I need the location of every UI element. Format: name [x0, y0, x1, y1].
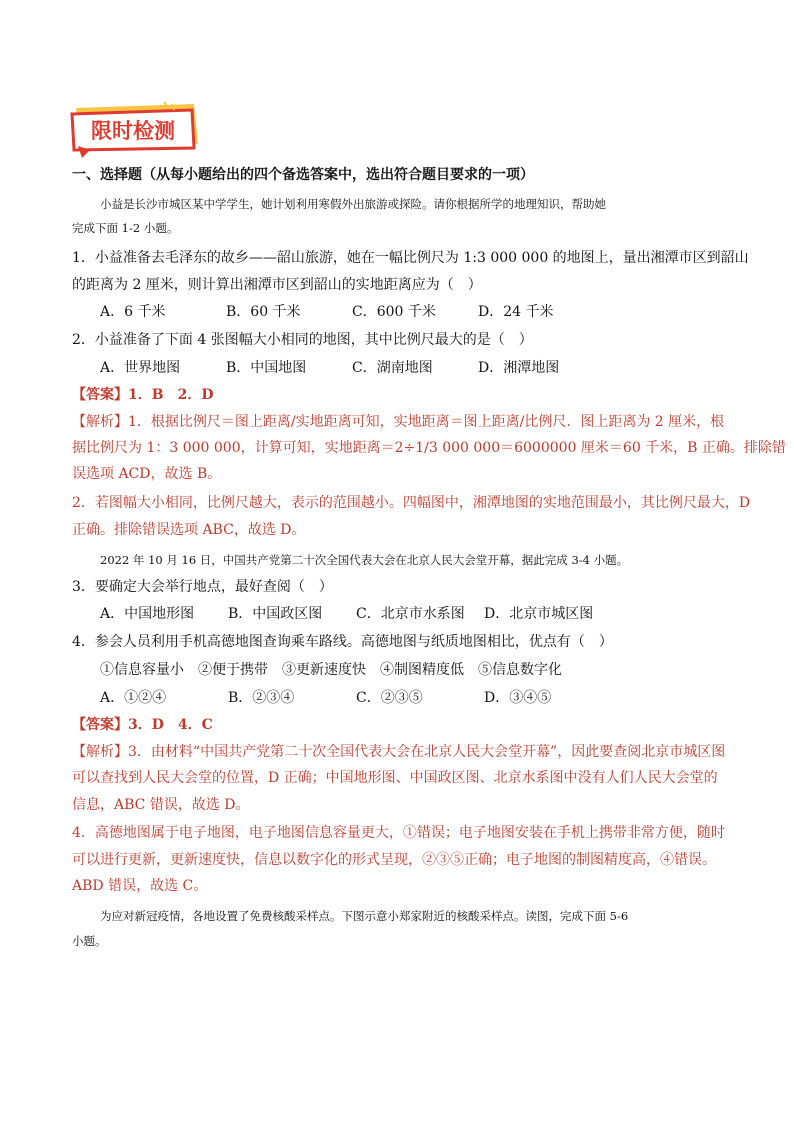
badge-graphic	[68, 100, 208, 160]
intro-2: 2022 年 10 月 16 日，中国共产党第二十次全国代表大会在北京人民大会堂开幕，据此完成 3-4 小题。	[100, 553, 629, 567]
answer-3-4: 【答案】3．D 4．C	[72, 717, 213, 733]
analysis-1-line-2: 据比例尺为 1：3 000 000，计算可知，实地距离＝2÷1/3 000 000＝6000000 厘米＝60 千米，B 正确。排除错	[72, 440, 786, 456]
option-b: B．中国政区图	[228, 606, 323, 622]
analysis-2-line-3: 信息，ABC 错误，故选 D。	[72, 797, 250, 813]
option-c: C．湖南地图	[352, 360, 433, 376]
option-d: D．北京市城区图	[484, 606, 594, 622]
question-3-stem: 3．要确定大会举行地点，最好查阅（ ）	[72, 579, 333, 595]
question-1-options	[100, 302, 604, 322]
option-d: D．③④⑤	[484, 690, 552, 706]
option-a: A．①②④	[100, 690, 167, 706]
option-a: A．6 千米	[100, 304, 166, 320]
question-1-line-2: 的距离为 2 厘米，则计算出湘潭市区到韶山的实地距离应为（ ）	[72, 277, 482, 293]
option-b: B．60 千米	[226, 304, 301, 320]
analysis-2-line-1: 【解析】3．由材料“中国共产党第二十次全国代表大会在北京人民大会堂开幕”，因此要查阅北京市城区图	[72, 744, 726, 760]
analysis-1-line-3: 误选项 ACD，故选 B。	[72, 466, 222, 482]
analysis-2-line-2: 可以查找到人民大会堂的位置，D 正确；中国地形图、中国政区图、北京水系图中没有人们人民大会堂的	[72, 770, 718, 786]
analysis-2-line-5: 可以进行更新，更新速度快，信息以数字化的形式呈现，②③⑤正确；电子地图的制图精度高，④错误。	[72, 852, 716, 868]
badge-text: 限时检测	[91, 119, 175, 143]
option-d: D．湘潭地图	[478, 360, 560, 376]
option-c: C．北京市水系图	[356, 606, 465, 622]
question-4-items: ①信息容量小 ②便于携带 ③更新速度快 ④制图精度低 ⑤信息数字化	[100, 662, 562, 678]
option-b: B．②③④	[228, 690, 295, 706]
question-1-line-1: 1．小益准备去毛泽东的故乡——韶山旅游，她在一幅比例尺为 1:3 000 000 的地图上，量出湘潭市区到韶山	[72, 250, 749, 266]
question-2-stem: 2．小益准备了下面 4 张图幅大小相同的地图，其中比例尺最大的是（ ）	[72, 332, 533, 348]
question-4-stem: 4．参会人员利用手机高德地图查询乘车路线。高德地图与纸质地图相比，优点有（ ）	[72, 634, 613, 650]
intro-3-line-1: 为应对新冠疫情，各地设置了免费核酸采样点。下图示意小郑家附近的核酸采样点。读图，完成下面 5-6	[100, 909, 629, 923]
analysis-1-line-1: 【解析】1．根据比例尺＝图上距离/实地距离可知，实地距离＝图上距离/比例尺．图上距离为 2 厘米，根	[72, 414, 725, 430]
question-3-options	[100, 604, 612, 624]
answer-1-2: 【答案】1．B 2．D	[72, 387, 214, 403]
option-a: A．世界地图	[100, 360, 181, 376]
option-b: B．中国地图	[226, 360, 307, 376]
intro-1-line-2: 完成下面 1-2 小题。	[72, 221, 179, 235]
intro-3-line-2: 小题。	[72, 934, 107, 948]
analysis-1-line-4: 2．若图幅大小相同，比例尺越大，表示的范围越小。四幅图中，湘潭地图的实地范围最小，其比例尺最大，D	[72, 495, 751, 511]
question-4-options	[100, 688, 612, 708]
section-title: 一、选择题（从每小题给出的四个备选答案中，选出符合题目要求的一项）	[72, 167, 534, 183]
intro-1-line-1: 小益是长沙市城区某中学学生，她计划利用寒假外出旅游或探险。请你根据所学的地理知识，帮助她	[100, 197, 606, 211]
analysis-1-line-5: 正确。排除错误选项 ABC，故选 D。	[72, 522, 306, 538]
section-badge	[68, 100, 208, 160]
option-a: A．中国地形图	[100, 606, 195, 622]
option-d: D．24 千米	[478, 304, 554, 320]
option-c: C．②③⑤	[356, 690, 423, 706]
option-c: C．600 千米	[352, 304, 436, 320]
analysis-2-line-4: 4．高德地图属于电子地图，电子地图信息容量更大，①错误；电子地图安装在手机上携带非常方便，随时	[72, 825, 725, 841]
question-2-options	[100, 358, 604, 378]
analysis-2-line-6: ABD 错误，故选 C。	[72, 878, 208, 894]
